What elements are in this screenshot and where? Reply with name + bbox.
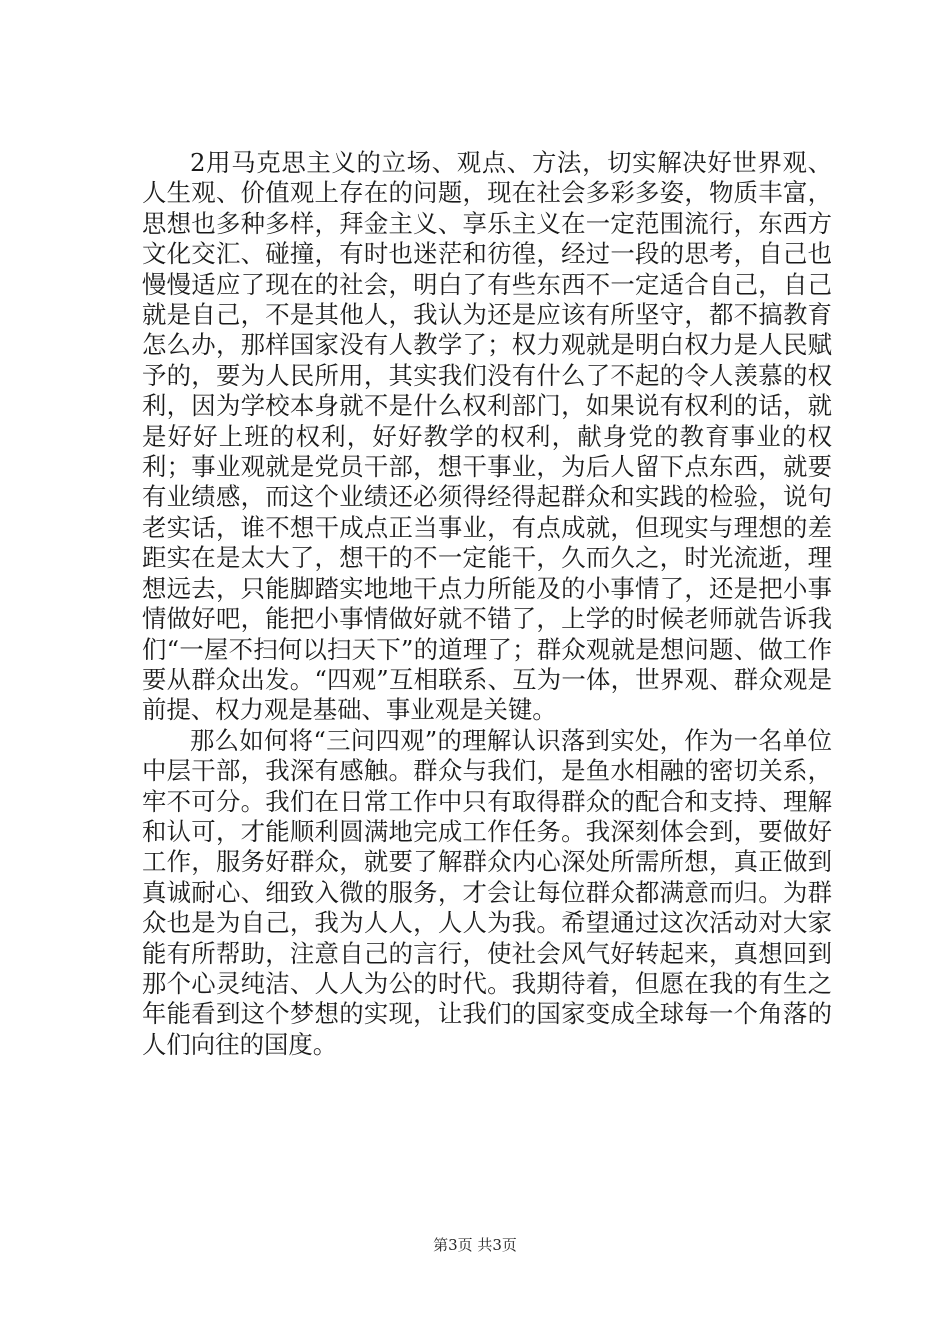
paragraph-2: 那么如何将“三问四观”的理解认识落到实处，作为一名单位中层干部，我深有感触。群众与我们，是鱼水相融的密切关系，牢不可分。我们在日常工作中只有取得群众的配合和支持、理解和认可，才能顺利圆满地完成工作任务。我深刻体会到，要做好工作，服务好群众，就要了解群众内心深处所需所想，真正做到真诚耐心、细致入微的服务，才会让每位群众都满意而归。为群众也是为自己，我为人人，人人为我。希望通过这次活动对大家能有所帮助，注意自己的言行，使社会风气好转起来，真想回到那个心灵纯洁、人人为公的时代。我期待着，但愿在我的有生之年能看到这个梦想的实现，让我们的国家变成全球每一个角落的人们向往的国度。 [142, 725, 832, 1059]
paragraph-1: 2用马克思主义的立场、观点、方法，切实解决好世界观、人生观、价值观上存在的问题，现在社会多彩多姿，物质丰富，思想也多种多样，拜金主义、享乐主义在一定范围流行，东西方文化交汇、碰撞，有时也迷茫和彷徨，经过一段的思考，自己也慢慢适应了现在的社会，明白了有些东西不一定适合自己，自己就是自己，不是其他人，我认为还是应该有所坚守，都不搞教育怎么办，那样国家没有人教学了；权力观就是明白权力是人民赋予的，要为人民所用，其实我们没有什么了不起的令人羡慕的权利，因为学校本身就不是什么权利部门，如果说有权利的话，就是好好上班的权利，好好教学的权利，献身党的教育事业的权利；事业观就是党员干部，想干事业，为后人留下点东西，就要有业绩感，而这个业绩还必须得经得起群众和实践的检验，说句老实话，谁不想干成点正当事业，有点成就，但现实与理想的差距实在是太大了，想干的不一定能干，久而久之，时光流逝，理想远去，只能脚踏实地地干点力所能及的小事情了，还是把小事情做好吧，能把小事情做好就不错了，上学的时候老师就告诉我们“一屋不扫何以扫天下”的道理了；群众观就是想问题、做工作要从群众出发。“四观”互相联系、互为一体，世界观、群众观是前提、权力观是基础、事业观是关键。 [142, 148, 832, 725]
document-body [142, 148, 832, 1060]
page-footer: 第3页 共3页 [433, 1236, 517, 1254]
